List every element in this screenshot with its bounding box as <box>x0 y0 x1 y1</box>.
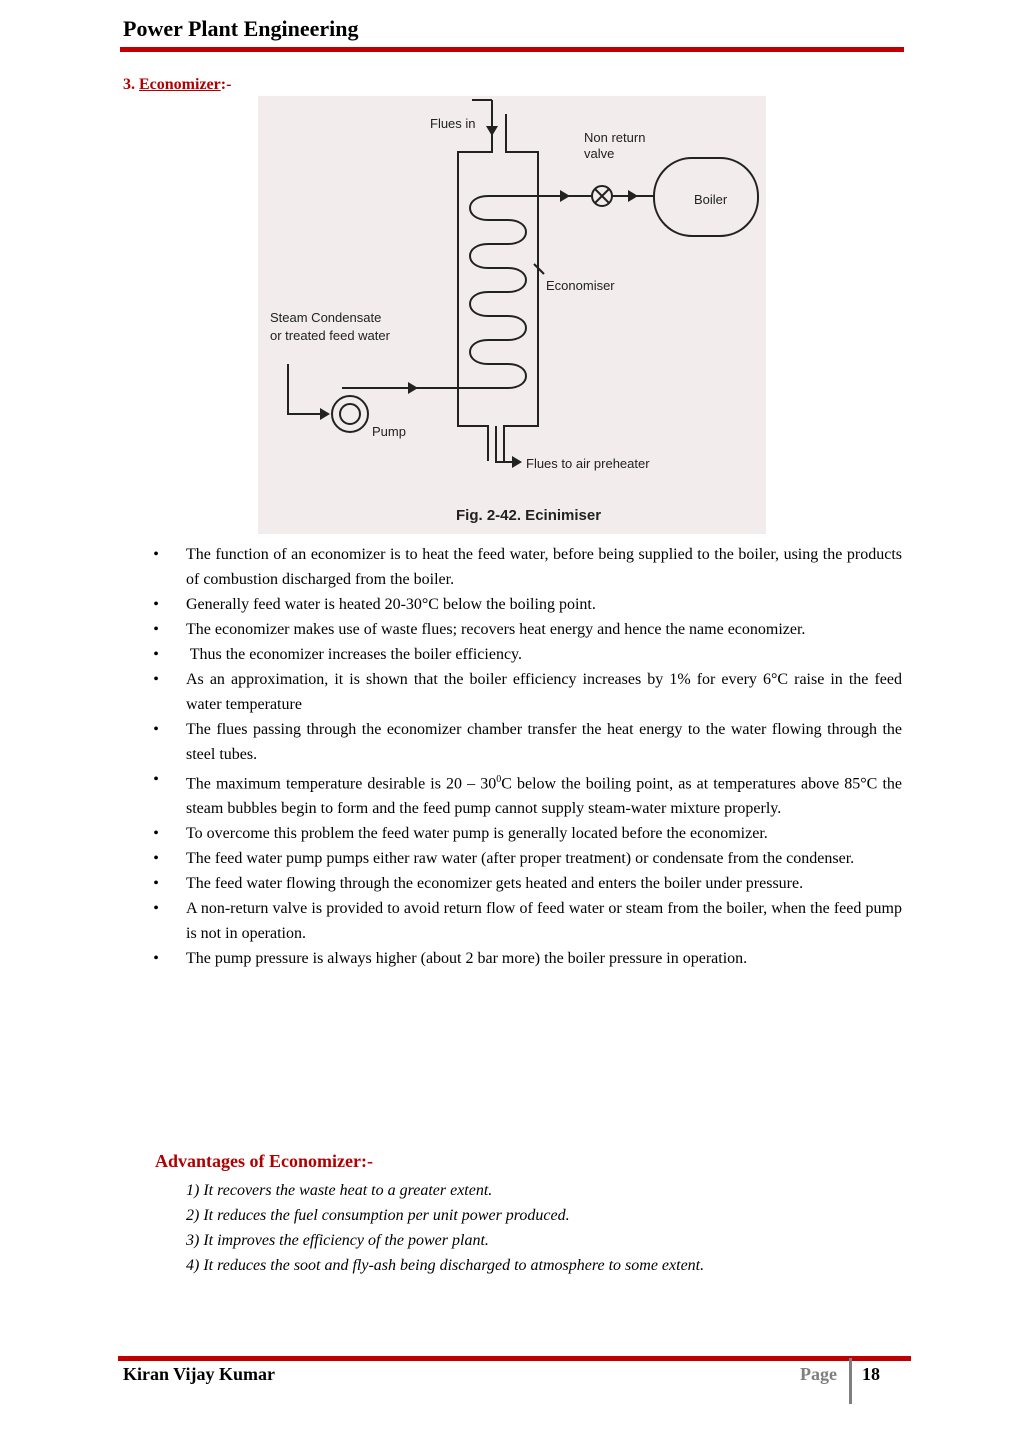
footer-rule <box>118 1356 911 1361</box>
bullet-dot: • <box>153 646 159 663</box>
list-item <box>150 871 902 896</box>
label-non-return-1: Non return <box>584 130 646 145</box>
label-flues-in: Flues in <box>430 116 476 131</box>
bullet-text: The feed water flowing through the economizer gets heated and enters the boiler under pressure. <box>186 875 804 893</box>
footer-divider <box>849 1358 852 1404</box>
list-item <box>150 617 902 642</box>
footer-author: Kiran Vijay Kumar <box>123 1364 275 1384</box>
label-non-return-2: valve <box>584 146 615 161</box>
bullet-dot: • <box>153 825 159 843</box>
bullet-dot: • <box>153 546 159 563</box>
bullet-dot: • <box>153 950 159 968</box>
header-rule <box>120 47 904 52</box>
advantage-item: 2) It reduces the fuel consumption per unit power produced. <box>186 1207 570 1224</box>
section-title: Economizer <box>139 76 221 93</box>
section-heading <box>123 76 231 94</box>
label-feed-1: Steam Condensate <box>270 310 382 325</box>
advantages-heading: Advantages of Economizer:- <box>155 1151 373 1171</box>
bullet-text: The pump pressure is always higher (about 2 bar more) the boiler pressure in operation. <box>186 950 748 968</box>
bullet-text: The feed water pump pumps either raw water (after proper treatment) or condensate from the condenser. <box>186 850 855 868</box>
section-number: 3. <box>123 76 135 93</box>
list-item <box>150 542 902 592</box>
bullet-list <box>150 542 902 971</box>
bullet-dot: • <box>153 621 159 638</box>
page-header-title: Power Plant Engineering <box>123 16 359 41</box>
label-flues-out: Flues to air preheater <box>526 456 650 471</box>
list-item <box>150 821 902 846</box>
bullet-text-pre: The maximum temperature desirable is 20 – 30 <box>186 775 497 793</box>
list-item <box>150 896 902 946</box>
label-economiser: Economiser <box>546 278 615 293</box>
bullet-text: The economizer makes use of waste flues; recovers heat energy and hence the name economizer. <box>186 621 806 638</box>
list-item <box>150 667 902 717</box>
bullet-dot: • <box>153 875 159 893</box>
bullet-dot: • <box>153 900 159 918</box>
bullet-text: The flues passing through the economizer chamber transfer the heat energy to the water flowing through the steel tubes. <box>186 721 902 763</box>
footer-page-label: Page <box>800 1364 837 1384</box>
list-item <box>150 846 902 871</box>
label-pump: Pump <box>372 424 406 439</box>
bullet-dot: • <box>153 850 159 868</box>
list-item <box>150 717 902 767</box>
footer-page-number: 18 <box>862 1364 880 1384</box>
bullet-text-post: C below the boiling point, as at temperatures above 85°C the steam bubbles begin to form and the feed pump cannot supply steam-water mixture properly. <box>186 775 902 818</box>
list-item <box>150 642 902 667</box>
figure-caption: Fig. 2-42. Ecinimiser <box>456 507 602 524</box>
advantages-list <box>186 1178 704 1278</box>
bullet-text: A non-return valve is provided to avoid return flow of feed water or steam from the boiler, when the feed pump is not in operation. <box>186 900 902 943</box>
label-feed-2: or treated feed water <box>270 328 390 343</box>
bullet-text: Thus the economizer increases the boiler efficiency. <box>186 646 523 663</box>
advantage-item: 3) It improves the efficiency of the power plant. <box>186 1232 489 1249</box>
bullet-dot: • <box>153 596 159 613</box>
bullet-text: To overcome this problem the feed water pump is generally located before the economizer. <box>186 825 768 843</box>
label-boiler: Boiler <box>694 192 728 207</box>
bullet-dot: • <box>153 671 159 688</box>
economiser-diagram-svg <box>258 96 766 534</box>
bullet-text-sup: 0 <box>496 774 502 785</box>
bullet-dot: • <box>153 721 159 738</box>
list-item <box>150 767 902 821</box>
economiser-diagram <box>258 96 766 534</box>
bullet-text: Generally feed water is heated 20-30°C below the boiling point. <box>186 596 596 613</box>
bullet-text: As an approximation, it is shown that the boiler efficiency increases by 1% for every 6°C raise in the feed water temperature <box>186 671 902 713</box>
bullet-dot: • <box>153 771 159 788</box>
advantage-item: 1) It recovers the waste heat to a greater extent. <box>186 1182 493 1199</box>
section-suffix: :- <box>220 76 232 93</box>
advantage-item: 4) It reduces the soot and fly-ash being discharged to atmosphere to some extent. <box>186 1257 705 1274</box>
list-item <box>150 946 902 971</box>
bullet-text: The function of an economizer is to heat the feed water, before being supplied to the boiler, using the products of combustion discharged from the boiler. <box>186 546 902 588</box>
list-item <box>150 592 902 617</box>
